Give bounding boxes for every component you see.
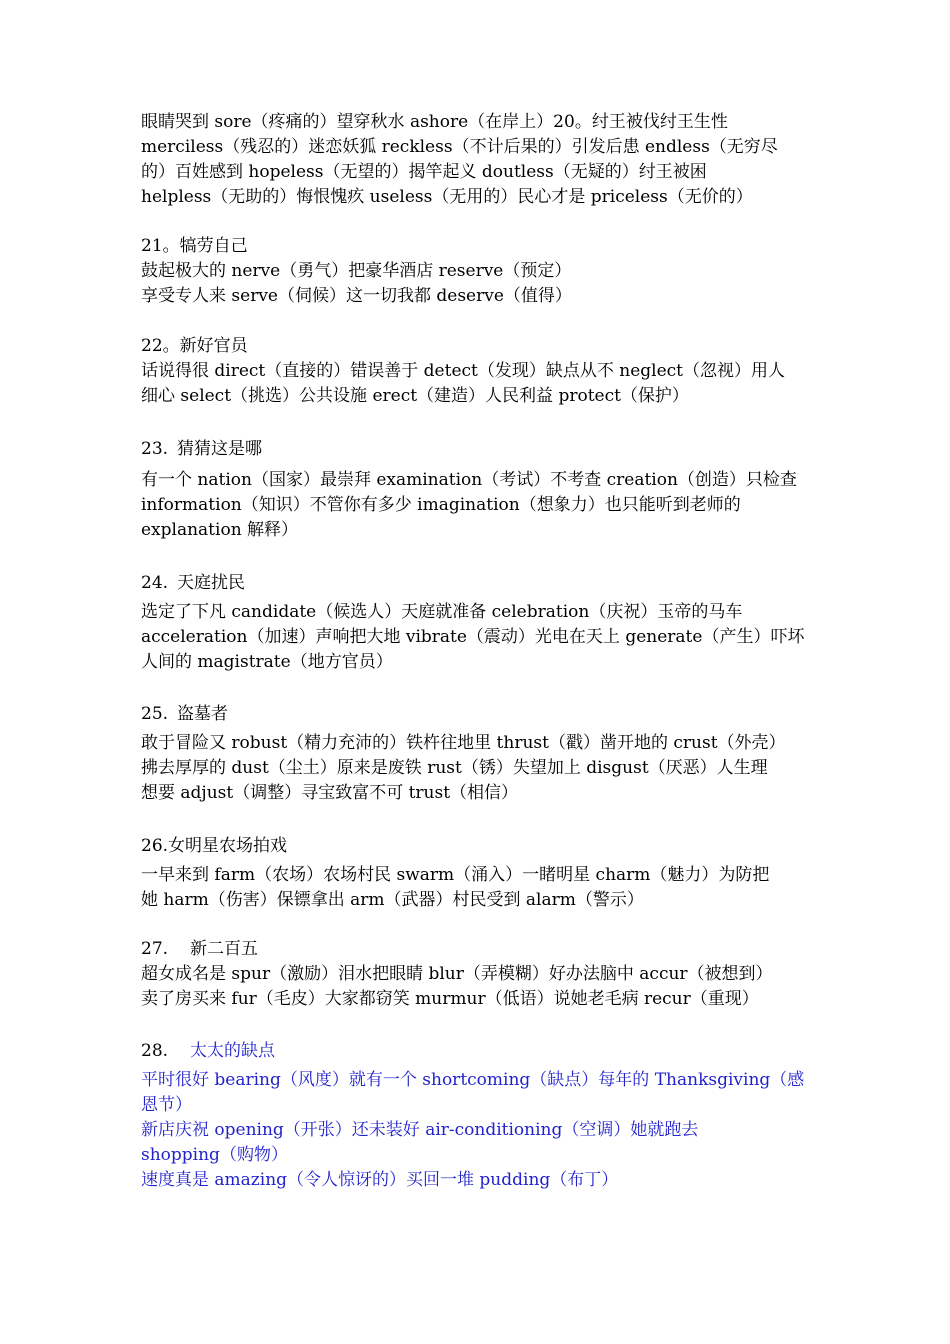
text-line: 一早来到 farm（农场）农场村民 swarm（涌入）一睹明星 charm（魅力）为防把 <box>141 865 770 885</box>
section-number: 24. <box>141 573 169 593</box>
section-heading <box>141 1039 811 1064</box>
text-line: 享受专人来 serve（伺候）这一切我都 deserve（值得） <box>141 286 572 306</box>
section-lines <box>141 259 811 309</box>
section-lines <box>141 359 811 409</box>
section-22 <box>141 334 811 409</box>
section-lines <box>141 1068 811 1193</box>
section-number: 28. <box>141 1041 169 1061</box>
text-line: helpless（无助的）悔恨愧疚 useless（无用的）民心才是 priceless（无价的） <box>141 187 753 207</box>
section-number: 23. <box>141 439 169 459</box>
text-line: 敢于冒险又 robust（精力充沛的）铁杵往地里 thrust（戳）凿开地的 crust（外壳） <box>141 733 786 753</box>
section-26 <box>141 834 811 913</box>
section-lines <box>141 731 811 806</box>
text-line: 细心 select（挑选）公共设施 erect（建造）人民利益 protect（保护） <box>141 386 689 406</box>
text-line: 鼓起极大的 nerve（勇气）把豪华酒店 reserve（预定） <box>141 261 572 281</box>
section-title: 22。新好官员 <box>141 336 248 356</box>
text-line: 新店庆祝 opening（开张）还未装好 air-conditioning（空调）她就跑去 <box>141 1120 699 1140</box>
text-line: merciless（残忍的）迷恋妖狐 reckless（不计后果的）引发后患 endless（无穷尽 <box>141 137 778 157</box>
section-24 <box>141 571 811 675</box>
section-23 <box>141 437 811 543</box>
section-lines <box>141 468 811 543</box>
text-line: 选定了下凡 candidate（候选人）天庭就准备 celebration（庆祝）玉帝的马车 <box>141 602 743 622</box>
section-25 <box>141 702 811 806</box>
section-20-continued <box>141 110 811 210</box>
section-heading <box>141 571 811 596</box>
text-line: explanation 解释） <box>141 520 299 540</box>
text-line: 的）百姓感到 hopeless（无望的）揭竿起义 doutless（无疑的）纣王被困 <box>141 162 707 182</box>
section-lines <box>141 110 811 210</box>
text-line: 她 harm（伤害）保镖拿出 arm（武器）村民受到 alarm（警示） <box>141 890 644 910</box>
text-line: 有一个 nation（国家）最崇拜 examination（考试）不考查 creation（创造）只检查 <box>141 470 797 490</box>
section-title: 26.女明星农场拍戏 <box>141 836 288 856</box>
section-title: 新二百五 <box>190 939 258 959</box>
section-title: 猜猜这是哪 <box>177 439 262 459</box>
text-line: shopping（购物） <box>141 1145 288 1165</box>
text-line: 平时很好 bearing（风度）就有一个 shortcoming（缺点）每年的 Thanksgiving（感 <box>141 1070 805 1090</box>
text-line: acceleration（加速）声响把大地 vibrate（震动）光电在天上 generate（产生）吓坏 <box>141 627 805 647</box>
section-27 <box>141 937 811 1012</box>
text-line: 眼睛哭到 sore（疼痛的）望穿秋水 ashore（在岸上）20。纣王被伐纣王生性 <box>141 112 728 132</box>
section-number: 27. <box>141 939 169 959</box>
text-line: 话说得很 direct（直接的）错误善于 detect（发现）缺点从不 neglect（忽视）用人 <box>141 361 785 381</box>
text-line: 速度真是 amazing（令人惊讶的）买回一堆 pudding（布丁） <box>141 1170 619 1190</box>
section-21 <box>141 234 811 309</box>
section-title: 天庭扰民 <box>177 573 245 593</box>
text-line: 超女成名是 spur（激励）泪水把眼睛 blur（弄模糊）好办法脑中 accur（被想到） <box>141 964 773 984</box>
section-title: 盗墓者 <box>177 704 228 724</box>
text-line: 想要 adjust（调整）寻宝致富不可 trust（相信） <box>141 783 519 803</box>
section-heading <box>141 937 811 962</box>
text-line: 人间的 magistrate（地方官员） <box>141 652 393 672</box>
section-heading <box>141 702 811 727</box>
section-heading <box>141 437 811 462</box>
section-number: 25. <box>141 704 169 724</box>
text-line: 拂去厚厚的 dust（尘土）原来是废铁 rust（锈）失望加上 disgust（厌恶）人生理 <box>141 758 768 778</box>
section-lines <box>141 863 811 913</box>
section-lines <box>141 600 811 675</box>
text-line: 恩节） <box>141 1095 192 1115</box>
section-lines <box>141 962 811 1012</box>
section-title: 太太的缺点 <box>190 1041 275 1061</box>
section-title: 21。犒劳自己 <box>141 236 248 256</box>
text-line: 卖了房买来 fur（毛皮）大家都窃笑 murmur（低语）说她老毛病 recur（重现） <box>141 989 759 1009</box>
section-28 <box>141 1039 811 1193</box>
text-line: information（知识）不管你有多少 imagination（想象力）也只能听到老师的 <box>141 495 741 515</box>
document-page <box>141 110 811 1193</box>
